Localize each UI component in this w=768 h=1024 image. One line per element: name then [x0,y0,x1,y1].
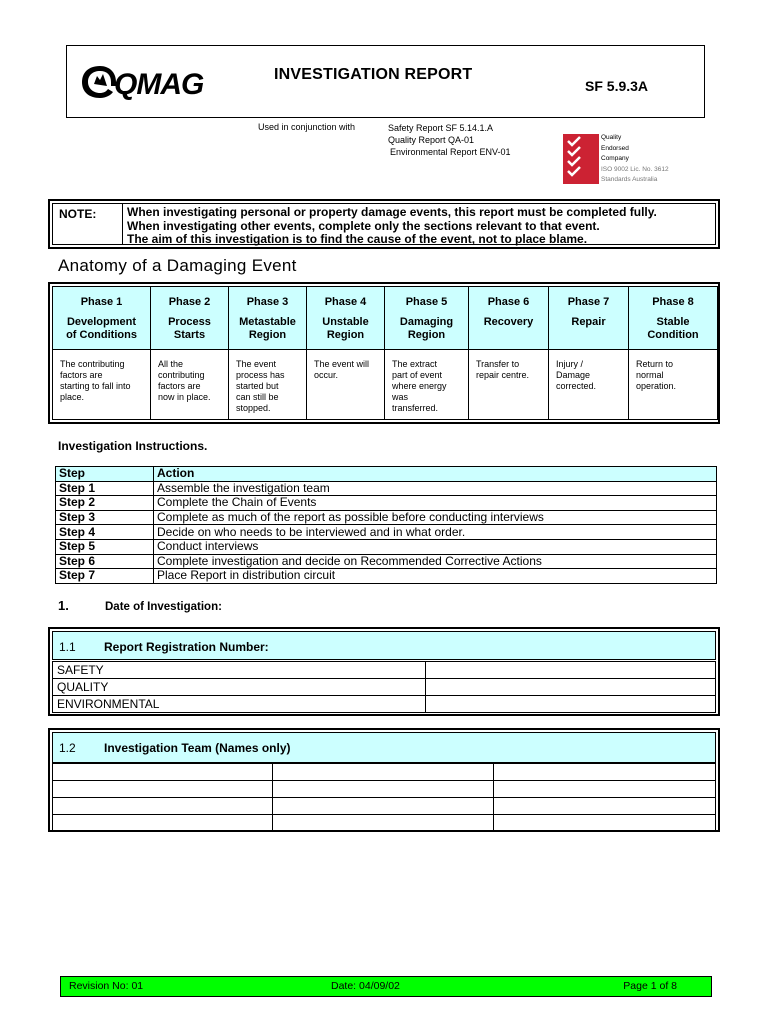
phase-table [48,282,720,424]
phase-header [385,286,468,350]
team-name-field[interactable] [273,764,494,781]
phase-description [229,351,306,420]
action-cell: Place Report in distribution circuit [154,569,717,584]
phase-number: Phase 7 [567,296,610,308]
phase-number: Phase 3 [246,296,289,308]
step-cell: Step 2 [56,496,154,511]
phase-description-line: process has [236,370,285,380]
phase-name-line: Region [248,328,287,341]
phase-number: Phase 1 [80,296,123,308]
date-of-investigation-label: Date of Investigation: [105,601,222,613]
subsection-title: Investigation Team (Names only) [104,741,291,755]
phase-description-line: now in place. [158,392,211,402]
team-name-field[interactable] [53,815,273,832]
phase-header [549,286,628,350]
phase-name [229,316,306,341]
team-name-field[interactable] [53,781,273,798]
phase-description-line: Transfer to [476,359,520,369]
table-row [56,569,717,584]
team-header [52,732,716,763]
phase-header [229,286,306,350]
phase-description-line: can still be [236,392,279,402]
phase-name-line: Process [168,316,211,328]
team-name-field[interactable] [53,798,273,815]
conjunction-list [388,122,511,158]
form-code: SF 5.9.3A [585,78,649,94]
page-footer [60,976,712,997]
footer-date: Date: 04/09/02 [331,980,400,992]
phase-name-line: Region [407,328,446,341]
section-number: 1. [58,598,69,613]
header-step: Step [56,467,154,482]
team-table [52,763,716,832]
registration-number-field[interactable] [426,696,716,713]
phase-description-line: operation. [636,381,677,391]
phase-name [307,316,384,341]
table-row [53,662,716,679]
phase-description-line: repair centre. [476,370,530,380]
table-row [56,525,717,540]
table-row [53,764,716,781]
phase-header [469,286,548,350]
phase-name-line: of Conditions [66,328,137,341]
phase-header [307,286,384,350]
phase-description-line: The event [236,359,277,369]
table-row [56,554,717,569]
subsection-title: Report Registration Number: [104,640,269,654]
phase-name-line: Repair [571,316,606,328]
phase-description-line: factors are [158,381,201,391]
action-cell: Complete the Chain of Events [154,496,717,511]
action-cell: Conduct interviews [154,539,717,554]
phase-name-line: Development [66,316,137,328]
header-action: Action [154,467,717,482]
phase-number: Phase 2 [168,296,211,308]
phase-description [549,351,628,420]
phase-name [151,316,228,341]
conjunction-item: Environmental Report ENV-01 [390,147,511,157]
revision-number: Revision No: 01 [69,980,144,992]
badge-line: Endorsed [601,144,629,152]
team-name-field[interactable] [273,798,494,815]
report-title: INVESTIGATION REPORT [274,66,473,83]
table-header-row [56,467,717,482]
phase-name [53,316,150,341]
phase-column [468,286,548,420]
step-cell: Step 5 [56,539,154,554]
team-name-field[interactable] [494,764,716,781]
registration-table [52,661,716,713]
table-row [53,696,716,713]
phase-description-line: Damage [556,370,591,380]
phase-number: Phase 4 [324,296,367,308]
action-cell: Decide on who needs to be interviewed and in what order. [154,525,717,540]
phase-column [228,286,306,420]
badge-line: Quality [601,134,622,141]
registration-header [52,631,716,660]
phase-description-line: starting to fall into [60,381,131,391]
registration-label: ENVIRONMENTAL [53,696,426,713]
table-row [53,781,716,798]
phase-description-line: Injury / [556,359,584,369]
phase-description-line: corrected. [556,381,597,391]
instructions-table [55,466,717,584]
logo-text: QMAG [114,68,204,101]
phase-name-line: Region [326,328,365,341]
table-row [56,496,717,511]
phase-name-line: Recovery [483,316,534,328]
badge-line: ISO 9002 Lic. No. 3612 [601,165,669,173]
action-cell: Assemble the investigation team [154,481,717,496]
qmag-logo [80,62,205,102]
phase-header [151,286,228,350]
phase-description [629,351,717,420]
action-cell: Complete investigation and decide on Recommended Corrective Actions [154,554,717,569]
phase-name-line: Damaging [399,316,454,328]
anatomy-title: Anatomy of a Damaging Event [58,256,297,275]
phase-column [52,286,150,420]
phase-name [629,316,717,341]
phase-description [307,351,384,420]
team-name-field[interactable] [53,764,273,781]
subsection-number: 1.1 [59,640,76,654]
phase-description-line: The extract [392,359,438,369]
instructions-title: Investigation Instructions. [58,439,208,453]
registration-number-field[interactable] [426,662,716,679]
team-name-field[interactable] [494,798,716,815]
phase-description-line: stopped. [236,403,271,413]
team-name-field[interactable] [273,781,494,798]
phase-description-line: occur. [314,370,339,380]
note-text [123,204,715,244]
phase-column [384,286,468,420]
registration-label: SAFETY [53,662,426,679]
phase-description-line: normal [636,370,664,380]
subsection-number: 1.2 [59,741,76,755]
phase-description-line: where energy [392,381,447,391]
step-cell: Step 4 [56,525,154,540]
registration-label: QUALITY [53,679,426,696]
team-name-field[interactable] [273,815,494,832]
phase-table-inner [52,286,716,420]
badge-line: Standards Australia [601,176,658,183]
badge-line: Company [601,155,629,162]
phase-column [548,286,628,420]
phase-description-line: Return to [636,359,674,369]
table-row [56,510,717,525]
step-cell: Step 6 [56,554,154,569]
phase-name [385,316,468,341]
table-row [53,815,716,832]
phase-description-line: transferred. [392,403,439,413]
phase-name [469,316,548,329]
team-name-field[interactable] [494,815,716,832]
table-row [56,481,717,496]
phase-description-line: place. [60,392,85,402]
page-number: Page 1 of 8 [623,980,677,992]
phase-description-line: part of event [392,370,443,380]
phase-column [306,286,384,420]
phase-number: Phase 5 [405,296,448,308]
note-line: When investigating personal or property damage events, this report must be completed fully. [127,205,657,219]
note-line: The aim of this investigation is to find the cause of the event, not to place blame. [127,232,588,246]
phase-header [629,286,717,350]
investigation-team-box [48,728,720,832]
phase-description [469,351,548,420]
phase-name-line: Starts [173,328,206,341]
phase-name-line: Unstable [322,316,369,328]
table-row [56,539,717,554]
step-cell: Step 3 [56,510,154,525]
note-label: NOTE: [53,204,123,244]
phase-description-line: All the [158,359,184,369]
note-line: When investigating other events, complete only the sections relevant to that event. [127,218,600,233]
phase-description-line: started but [236,381,279,391]
phase-column [150,286,228,420]
phase-number: Phase 8 [652,296,694,308]
phase-name-line: Condition [647,328,699,341]
table-row [53,798,716,815]
phase-description [385,351,468,420]
team-name-field[interactable] [494,781,716,798]
phase-description-line: The contributing [60,359,125,369]
phase-name [549,316,628,329]
step-cell: Step 7 [56,569,154,584]
conjunction-item: Safety Report SF 5.14.1.A [388,123,494,133]
registration-number-field[interactable] [426,679,716,696]
note-box [48,199,720,249]
phase-name-line: Stable [656,316,690,328]
phase-column [628,286,718,420]
phase-description-line: factors are [60,370,103,380]
phase-description-line: The event will [314,359,370,369]
phase-description [151,351,228,420]
table-row [53,679,716,696]
conjunction-item: Quality Report QA-01 [388,135,475,145]
conjunction-label: Used in conjunction with [258,122,356,132]
registration-box [48,627,720,716]
action-cell: Complete as much of the report as possible before conducting interviews [154,510,717,525]
phase-description-line: contributing [158,370,205,380]
phase-number: Phase 6 [487,296,530,308]
phase-description [53,351,150,420]
phase-header [53,286,150,350]
step-cell: Step 1 [56,481,154,496]
phase-description-line: was [392,392,409,402]
phase-name-line: Metastable [239,316,296,328]
badge-text [601,133,669,186]
